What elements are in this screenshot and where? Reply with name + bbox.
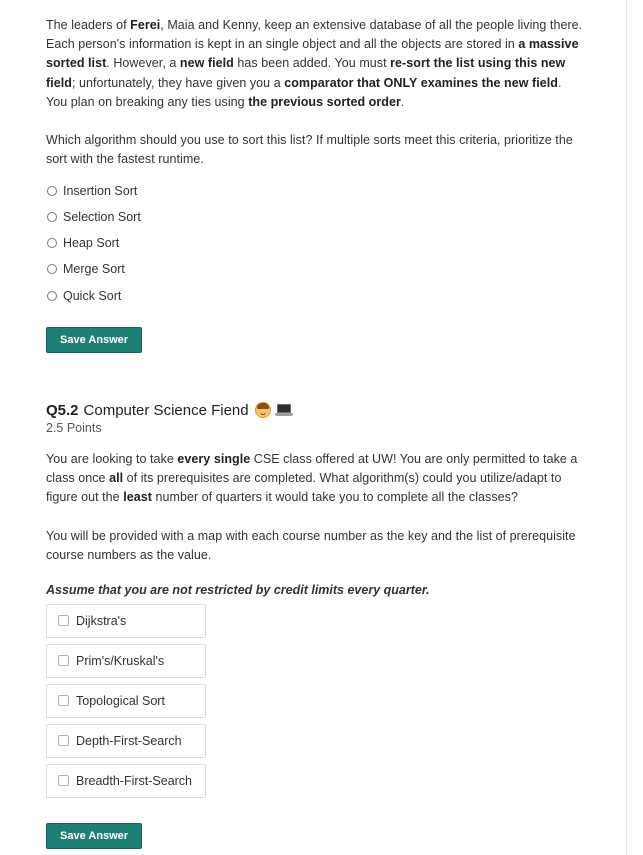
q1-save-answer-button[interactable]: Save Answer <box>46 327 142 353</box>
radio-option-label: Quick Sort <box>63 288 122 303</box>
question-5-2 <box>46 399 586 804</box>
question-points: 2.5 Points <box>46 421 102 435</box>
q2-intro-paragraph: You are looking to take every single CSE class offered at UW! You are only permitted to take a class once all of its prerequisites are completed. What algorithm(s) could you utilize/adapt to figure out the least number of quarters it would take you to complete all the classes? <box>46 452 578 505</box>
laptop-emoji-icon <box>275 403 293 417</box>
q2-map-paragraph: You will be provided with a map with each course number as the key and the list of prerequisite course numbers as the value. <box>46 528 576 562</box>
checkbox[interactable] <box>58 615 69 626</box>
question-title: Computer Science Fiend <box>83 401 249 419</box>
checkbox[interactable] <box>58 695 69 706</box>
checkbox-option-label: Depth-First-Search <box>76 734 182 749</box>
radio-option-label: Heap Sort <box>63 236 120 251</box>
radio-button[interactable] <box>47 186 57 196</box>
checkbox[interactable] <box>58 655 69 666</box>
checkbox-option-prim-kruskal[interactable] <box>46 644 206 678</box>
radio-option-merge-sort[interactable] <box>46 256 586 282</box>
radio-option-label: Insertion Sort <box>63 183 138 198</box>
radio-button[interactable] <box>47 264 57 274</box>
checkbox-option-dfs[interactable] <box>46 724 206 758</box>
radio-option-insertion-sort[interactable] <box>46 177 586 203</box>
q1-intro-paragraph: The leaders of Ferei, Maia and Kenny, keep an extensive database of all the people living there. Each person's information is kept in an single object and all the objects are stored in a massive sorted list. However, a new field has been added. You must re-sort the list using this new field; unfortunately, they have given you a comparator that ONLY examines the new field. You plan on breaking any ties using the previous sorted order. <box>46 18 583 109</box>
q2-assumption-text: Assume that you are not restricted by credit limits every quarter. <box>46 583 430 598</box>
checkbox-option-label: Topological Sort <box>76 694 165 709</box>
checkbox[interactable] <box>58 735 69 746</box>
q1-question-text: Which algorithm should you use to sort this list? If multiple sorts meet this criteria, prioritize the sort with the fastest runtime. <box>46 133 573 167</box>
radio-option-quick-sort[interactable] <box>46 283 586 309</box>
checkbox-option-dijkstra[interactable] <box>46 604 206 638</box>
q1-radio-options <box>46 177 586 308</box>
radio-option-selection-sort[interactable] <box>46 204 586 230</box>
checkbox-option-label: Prim's/Kruskal's <box>76 654 165 669</box>
radio-option-heap-sort[interactable] <box>46 230 586 256</box>
radio-button[interactable] <box>47 238 57 248</box>
q2-title <box>46 399 586 421</box>
question-number: Q5.2 <box>46 401 79 419</box>
q2-checkbox-options <box>46 604 586 798</box>
person-face-emoji-icon <box>255 402 271 418</box>
radio-button[interactable] <box>47 212 57 222</box>
radio-option-label: Merge Sort <box>63 262 125 277</box>
checkbox[interactable] <box>58 775 69 786</box>
checkbox-option-topological-sort[interactable] <box>46 684 206 718</box>
checkbox-option-label: Dijkstra's <box>76 614 127 629</box>
checkbox-option-bfs[interactable] <box>46 764 206 798</box>
checkbox-option-label: Breadth-First-Search <box>76 774 193 789</box>
q2-save-answer-button[interactable]: Save Answer <box>46 823 142 849</box>
question-5-1 <box>46 16 586 309</box>
radio-option-label: Selection Sort <box>63 209 141 224</box>
radio-button[interactable] <box>47 291 57 301</box>
